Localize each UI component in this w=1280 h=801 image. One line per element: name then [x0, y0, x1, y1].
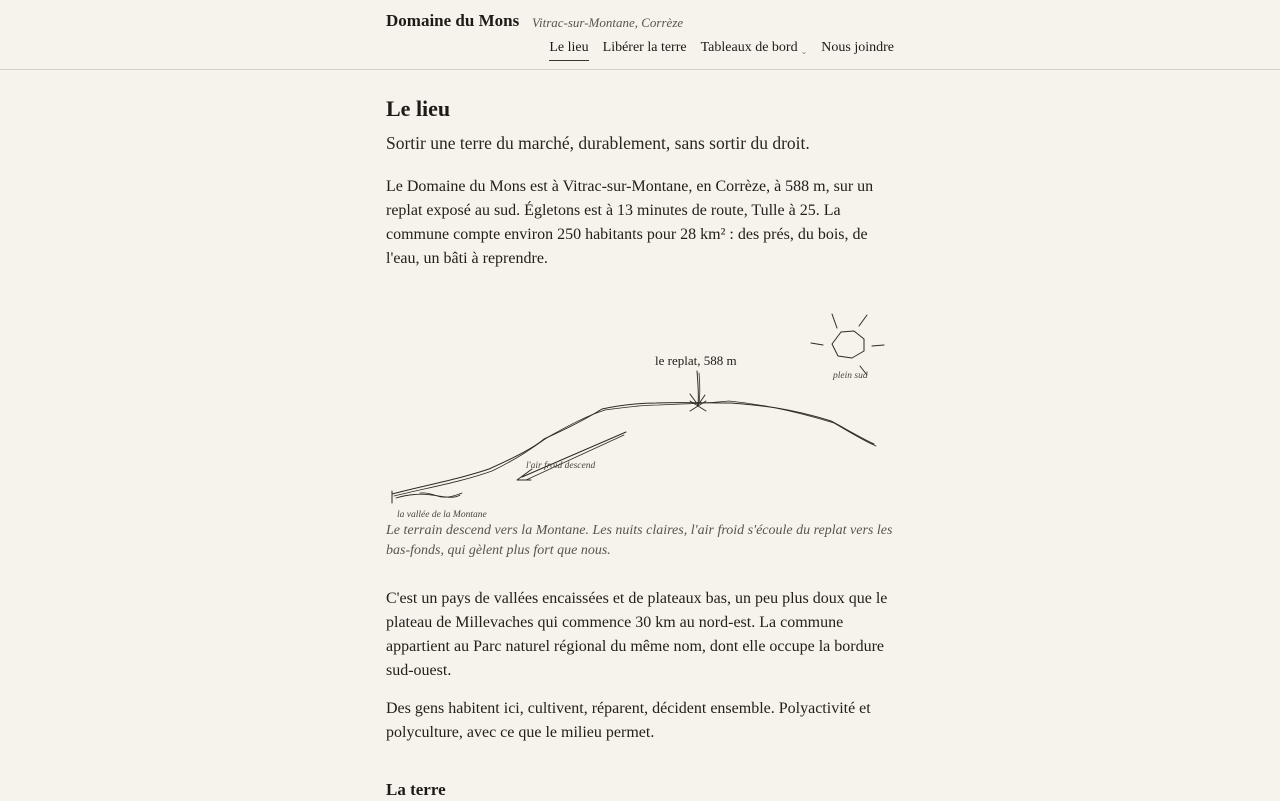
cold-air-label: l'air froid descend	[526, 461, 596, 471]
main-content	[386, 96, 894, 801]
nav-item-label: Tableaux de bord	[700, 40, 798, 55]
page-tagline: Sortir une terre du marché, durablement, sans sortir du droit.	[386, 133, 810, 153]
valley-label: la vallée de la Montane	[397, 510, 487, 520]
terrain-sketch	[386, 299, 894, 521]
intro-paragraph: Le Domaine du Mons est à Vitrac-sur-Montane, en Corrèze, à 588 m, sur un replat exposé au sud. Égletons est à 13 minutes de route, Tulle à 25. La commune compte environ 250 habitants pour 28 km² : des prés, du bois, de l'eau, un bâti à reprendre.	[386, 178, 874, 267]
figure-caption: Le terrain descend vers la Montane. Les nuits claires, l'air froid s'écoule du replat vers les bas-fonds, qui gèlent plus fort que nous.	[386, 523, 893, 558]
nav-item-le-lieu[interactable]: Le lieu	[549, 40, 588, 61]
sun-ray	[832, 314, 837, 328]
site-brand[interactable]: Domaine du Mons	[386, 11, 520, 30]
people-paragraph: Des gens habitent ici, cultivent, réparent, décident ensemble. Polyactivité et polyculture, avec ce que le milieu permet.	[386, 700, 871, 741]
sun-ray	[872, 345, 884, 346]
section-title-la-terre: La terre	[386, 780, 446, 799]
page-title: Le lieu	[386, 96, 451, 121]
plein-sud-label: plein sud	[833, 371, 868, 381]
chevron-down-icon: ⌄	[800, 47, 808, 56]
valley-brace	[396, 494, 460, 498]
terrain-line-echo	[394, 401, 876, 496]
site-header	[0, 0, 1280, 70]
sun-ray	[859, 315, 867, 326]
site-location: Vitrac-sur-Montane, Corrèze	[532, 15, 684, 30]
sun-disc	[832, 331, 864, 358]
nav-item-nous-joindre[interactable]: Nous joindre	[821, 40, 894, 55]
replat-pointer	[697, 371, 698, 405]
region-paragraph: C'est un pays de vallées encaissées et de plateaux bas, un peu plus doux que le plateau de Millevaches qui commence 30 km au nord-est. La commune appartient au Parc naturel régional du même nom, dont elle occupe la bordure sud-ouest.	[386, 590, 888, 679]
replat-label: le replat, 588 m	[655, 353, 737, 368]
nav-item-liberer-la-terre[interactable]: Libérer la terre	[602, 40, 687, 55]
nav-item-tableaux-de-bord[interactable]	[701, 40, 808, 61]
terrain-line	[392, 403, 874, 494]
replat-pointer-echo	[699, 373, 700, 403]
main-nav	[549, 40, 894, 61]
terrain-figure	[386, 299, 894, 521]
sun-ray	[811, 343, 823, 345]
